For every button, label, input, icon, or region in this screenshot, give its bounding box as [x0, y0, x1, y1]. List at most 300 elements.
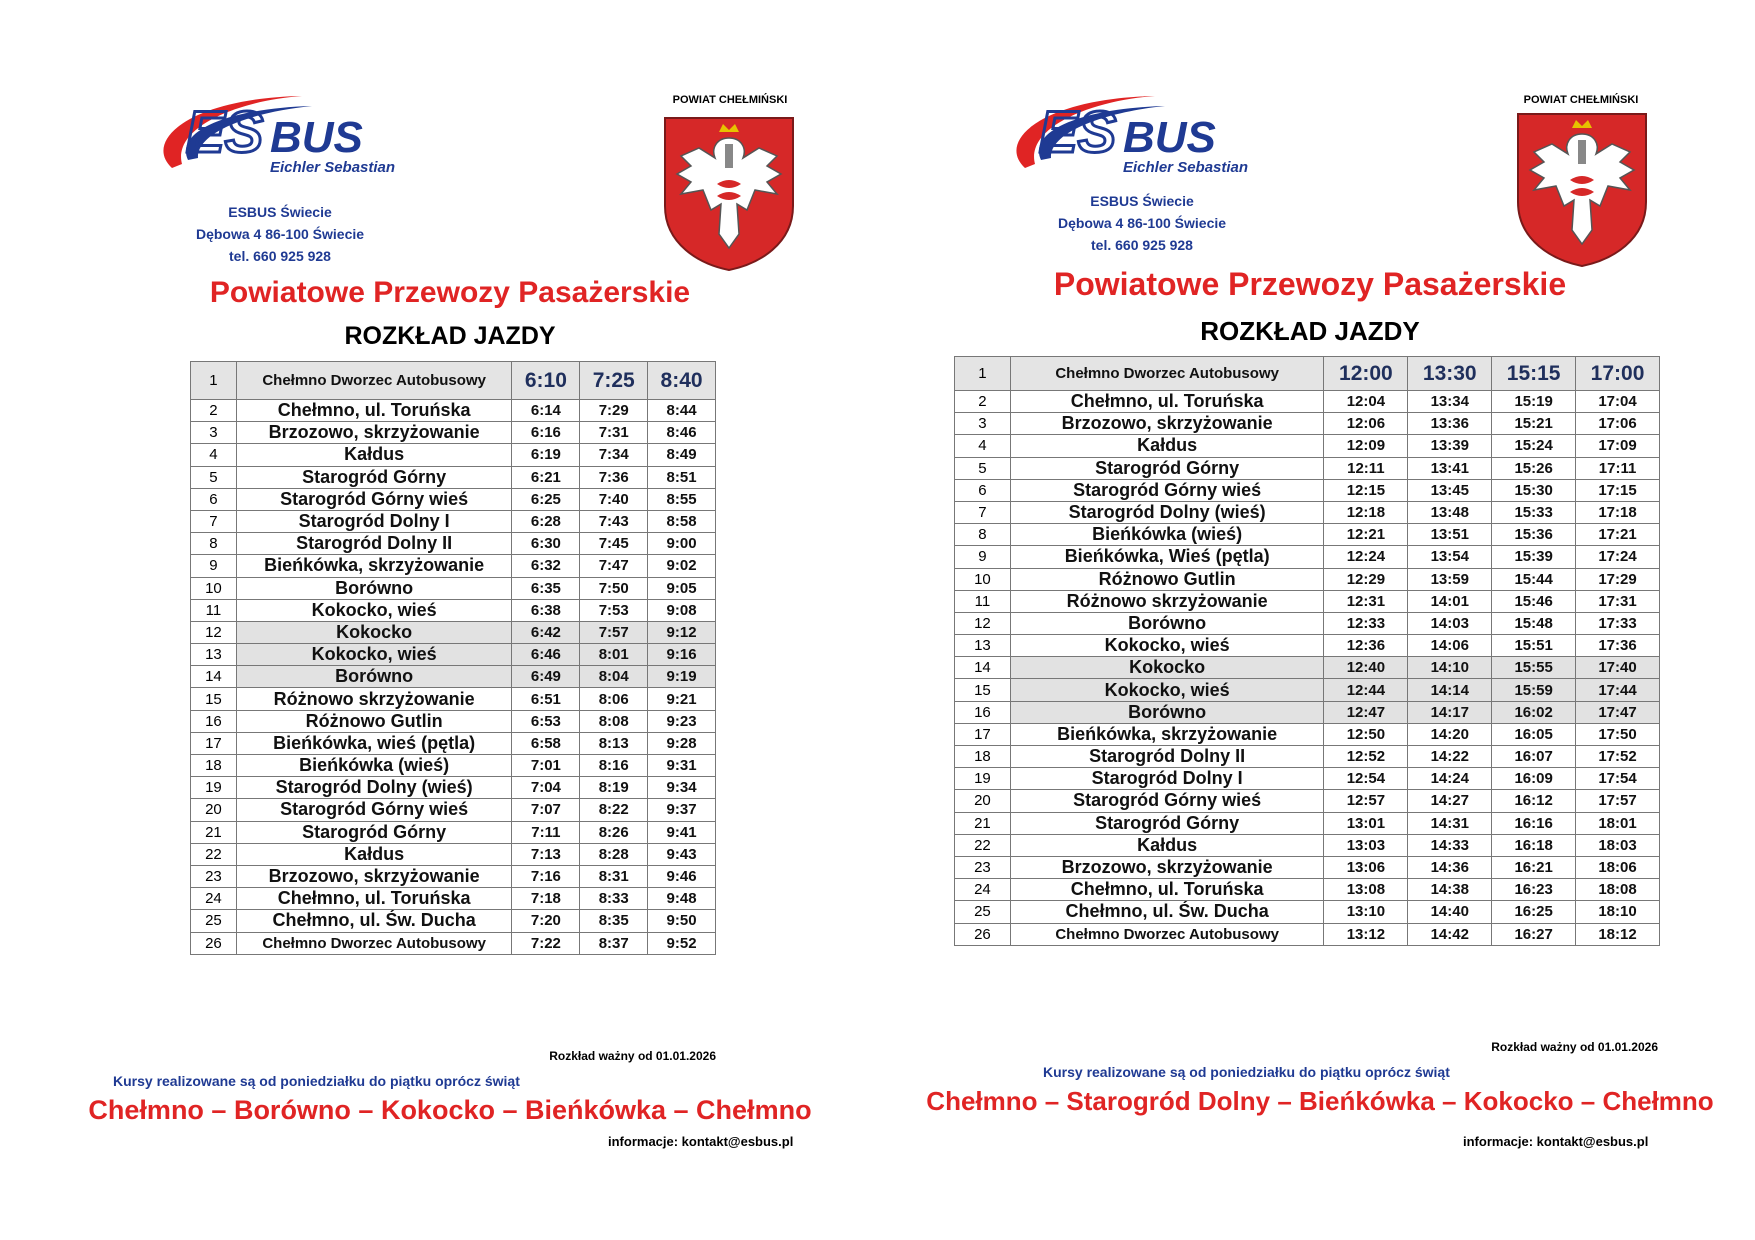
departure-time: 6:10 [512, 362, 580, 400]
stop-name: Chełmno, ul. Toruńska [1010, 879, 1324, 901]
table-row [191, 555, 716, 577]
departure-time: 6:16 [512, 422, 580, 444]
stop-name: Starogród Górny [1010, 812, 1324, 834]
stop-name: Bieńkówka, skrzyżowanie [236, 555, 512, 577]
departure-time: 6:53 [512, 710, 580, 732]
stop-name: Bieńkówka (wieś) [236, 755, 512, 777]
table-row [955, 568, 1660, 590]
departure-time: 15:46 [1492, 590, 1576, 612]
stop-number: 3 [191, 422, 237, 444]
departure-time: 9:12 [648, 621, 716, 643]
departure-time: 17:36 [1576, 635, 1660, 657]
departure-time: 8:46 [648, 422, 716, 444]
departure-time: 6:49 [512, 666, 580, 688]
departure-time: 6:30 [512, 533, 580, 555]
departure-time: 12:29 [1324, 568, 1408, 590]
logo-owner-text: Eichler Sebastian [1123, 159, 1249, 176]
powiat-label: POWIAT CHEŁMIŃSKI [1523, 94, 1639, 106]
stop-name: Starogród Dolny (wieś) [1010, 501, 1324, 523]
table-row [955, 457, 1660, 479]
departure-time: 9:23 [648, 710, 716, 732]
departure-time: 17:24 [1576, 546, 1660, 568]
departure-time: 9:00 [648, 533, 716, 555]
table-row [955, 834, 1660, 856]
table-row [955, 746, 1660, 768]
departure-time: 13:08 [1324, 879, 1408, 901]
stop-name: Brzozowo, skrzyżowanie [236, 422, 512, 444]
departure-time: 12:33 [1324, 612, 1408, 634]
departure-time: 16:07 [1492, 746, 1576, 768]
departure-time: 16:12 [1492, 790, 1576, 812]
departure-time: 6:51 [512, 688, 580, 710]
departure-time: 15:36 [1492, 524, 1576, 546]
stop-number: 5 [191, 466, 237, 488]
departure-time: 8:37 [580, 932, 648, 954]
stop-name: Różnowo skrzyżowanie [1010, 590, 1324, 612]
stop-number: 19 [191, 777, 237, 799]
departure-time: 6:25 [512, 488, 580, 510]
powiat-crest-icon [659, 114, 799, 279]
departure-time: 8:49 [648, 444, 716, 466]
departure-time: 12:15 [1324, 479, 1408, 501]
stop-name: Kałdus [1010, 834, 1324, 856]
stop-number: 17 [191, 732, 237, 754]
departure-time: 6:46 [512, 644, 580, 666]
departure-time: 7:43 [580, 510, 648, 532]
departure-time: 8:28 [580, 843, 648, 865]
departure-time: 15:33 [1492, 501, 1576, 523]
departure-time: 17:06 [1576, 413, 1660, 435]
table-row [191, 644, 716, 666]
departure-time: 12:06 [1324, 413, 1408, 435]
stop-number: 11 [955, 590, 1011, 612]
company-phone: tel. 660 925 928 [229, 248, 331, 264]
stop-name: Kokocko, wieś [1010, 635, 1324, 657]
departure-time: 8:19 [580, 777, 648, 799]
company-info [1037, 190, 1247, 256]
departure-time: 16:21 [1492, 856, 1576, 878]
departure-time: 8:16 [580, 755, 648, 777]
stop-number: 16 [955, 701, 1011, 723]
stop-number: 21 [191, 821, 237, 843]
departure-time: 9:16 [648, 644, 716, 666]
stop-name: Borówno [1010, 612, 1324, 634]
departure-time: 14:03 [1408, 612, 1492, 634]
departure-time: 12:04 [1324, 391, 1408, 413]
departure-time: 6:38 [512, 599, 580, 621]
table-row [955, 812, 1660, 834]
departure-time: 12:52 [1324, 746, 1408, 768]
departure-time: 18:10 [1576, 901, 1660, 923]
company-info [175, 201, 385, 267]
table-row [191, 488, 716, 510]
stop-number: 24 [955, 879, 1011, 901]
departure-time: 17:04 [1576, 391, 1660, 413]
table-row [191, 444, 716, 466]
departure-time: 13:06 [1324, 856, 1408, 878]
stop-number: 6 [191, 488, 237, 510]
logo-bus-text: BUS [1123, 113, 1216, 162]
stop-name: Starogród Dolny I [236, 510, 512, 532]
departure-time: 12:50 [1324, 723, 1408, 745]
stop-name: Chełmno Dworzec Autobusowy [1010, 357, 1324, 391]
departure-time: 18:12 [1576, 923, 1660, 945]
stop-name: Starogród Dolny I [1010, 768, 1324, 790]
stop-name: Różnowo Gutlin [1010, 568, 1324, 590]
table-row [191, 799, 716, 821]
stop-number: 9 [191, 555, 237, 577]
departure-time: 15:26 [1492, 457, 1576, 479]
powiat-label: POWIAT CHEŁMIŃSKI [672, 94, 788, 106]
stop-number: 18 [955, 746, 1011, 768]
esbus-logo [152, 90, 442, 192]
departure-time: 16:09 [1492, 768, 1576, 790]
departure-time: 13:41 [1408, 457, 1492, 479]
stop-name: Kokocko, wieś [236, 599, 512, 621]
stop-name: Chełmno, ul. Św. Ducha [1010, 901, 1324, 923]
departure-time: 7:01 [512, 755, 580, 777]
stop-number: 13 [955, 635, 1011, 657]
stop-number: 12 [955, 612, 1011, 634]
departure-time: 8:08 [580, 710, 648, 732]
departure-time: 7:34 [580, 444, 648, 466]
table-row [955, 657, 1660, 679]
departure-time: 9:21 [648, 688, 716, 710]
departure-time: 12:09 [1324, 435, 1408, 457]
route-description: Chełmno – Borówno – Kokocko – Bieńkówka – Chełmno [88, 1095, 812, 1125]
stop-name: Starogród Dolny II [236, 533, 512, 555]
departure-time: 17:44 [1576, 679, 1660, 701]
company-name: ESBUS Świecie [1090, 193, 1194, 209]
departure-time: 17:33 [1576, 612, 1660, 634]
stop-number: 15 [955, 679, 1011, 701]
departure-time: 18:01 [1576, 812, 1660, 834]
departure-time: 8:06 [580, 688, 648, 710]
stop-name: Kałdus [1010, 435, 1324, 457]
departure-time: 12:44 [1324, 679, 1408, 701]
stop-number: 7 [191, 510, 237, 532]
table-row [955, 357, 1660, 391]
departure-time: 8:55 [648, 488, 716, 510]
stop-number: 8 [191, 533, 237, 555]
departure-time: 13:51 [1408, 524, 1492, 546]
departure-time: 13:10 [1324, 901, 1408, 923]
departure-time: 12:36 [1324, 635, 1408, 657]
stop-name: Różnowo Gutlin [236, 710, 512, 732]
departure-time: 8:35 [580, 910, 648, 932]
departure-time: 12:11 [1324, 457, 1408, 479]
table-row [191, 821, 716, 843]
stop-name: Kokocko, wieś [1010, 679, 1324, 701]
schedule-subtitle: ROZKŁAD JAZDY [344, 322, 556, 350]
departure-time: 7:13 [512, 843, 580, 865]
table-row [955, 679, 1660, 701]
departure-time: 16:27 [1492, 923, 1576, 945]
stop-name: Różnowo skrzyżowanie [236, 688, 512, 710]
departure-time: 9:08 [648, 599, 716, 621]
stop-name: Starogród Górny [1010, 457, 1324, 479]
table-row [955, 701, 1660, 723]
stop-name: Bieńkówka, skrzyżowanie [1010, 723, 1324, 745]
departure-time: 17:52 [1576, 746, 1660, 768]
departure-time: 9:50 [648, 910, 716, 932]
departure-time: 7:18 [512, 888, 580, 910]
stop-number: 2 [955, 391, 1011, 413]
stop-number: 22 [191, 843, 237, 865]
table-row [191, 577, 716, 599]
departure-time: 13:30 [1408, 357, 1492, 391]
departure-time: 13:39 [1408, 435, 1492, 457]
departure-time: 6:32 [512, 555, 580, 577]
departure-time: 18:06 [1576, 856, 1660, 878]
stop-name: Starogród Dolny (wieś) [236, 777, 512, 799]
stop-number: 1 [191, 362, 237, 400]
departure-time: 7:11 [512, 821, 580, 843]
contact-info: informacje: kontakt@esbus.pl [1463, 1134, 1649, 1149]
departure-time: 8:44 [648, 400, 716, 422]
stop-name: Chełmno, ul. Toruńska [236, 888, 512, 910]
stop-number: 13 [191, 644, 237, 666]
departure-time: 9:31 [648, 755, 716, 777]
stop-number: 16 [191, 710, 237, 732]
departure-time: 15:30 [1492, 479, 1576, 501]
departure-time: 7:40 [580, 488, 648, 510]
logo-es-text: ES [1039, 100, 1117, 165]
stop-name: Borówno [236, 666, 512, 688]
stop-number: 25 [191, 910, 237, 932]
stop-name: Brzozowo, skrzyżowanie [1010, 413, 1324, 435]
table-row [955, 524, 1660, 546]
logo-bus-text: BUS [270, 113, 363, 162]
departure-time: 13:12 [1324, 923, 1408, 945]
powiat-crest-icon [1512, 110, 1652, 275]
stop-number: 11 [191, 599, 237, 621]
stop-number: 25 [955, 901, 1011, 923]
table-row [955, 612, 1660, 634]
page-title: Powiatowe Przewozy Pasażerskie [1053, 266, 1567, 302]
table-row [955, 635, 1660, 657]
stop-number: 6 [955, 479, 1011, 501]
departure-time: 9:34 [648, 777, 716, 799]
stop-name: Chełmno, ul. Toruńska [236, 400, 512, 422]
departure-time: 16:23 [1492, 879, 1576, 901]
stop-number: 8 [955, 524, 1011, 546]
stop-name: Chełmno, ul. Św. Ducha [236, 910, 512, 932]
departure-time: 15:19 [1492, 391, 1576, 413]
table-row [191, 510, 716, 532]
stop-number: 23 [955, 856, 1011, 878]
table-row [191, 843, 716, 865]
departure-time: 8:22 [580, 799, 648, 821]
departure-time: 17:21 [1576, 524, 1660, 546]
stop-name: Borówno [236, 577, 512, 599]
stop-number: 4 [955, 435, 1011, 457]
departure-time: 13:03 [1324, 834, 1408, 856]
departure-time: 7:04 [512, 777, 580, 799]
stop-number: 26 [191, 932, 237, 954]
valid-from-note: Rozkład ważny od 01.01.2026 [1491, 1040, 1658, 1054]
departure-time: 14:14 [1408, 679, 1492, 701]
departure-time: 14:01 [1408, 590, 1492, 612]
stop-number: 2 [191, 400, 237, 422]
departure-time: 15:59 [1492, 679, 1576, 701]
departure-time: 17:54 [1576, 768, 1660, 790]
stop-name: Bieńkówka (wieś) [1010, 524, 1324, 546]
stop-name: Starogród Górny wieś [236, 488, 512, 510]
departure-time: 16:02 [1492, 701, 1576, 723]
departure-time: 14:10 [1408, 657, 1492, 679]
departure-time: 17:47 [1576, 701, 1660, 723]
departure-time: 17:40 [1576, 657, 1660, 679]
table-row [191, 755, 716, 777]
stop-number: 20 [191, 799, 237, 821]
departure-time: 17:29 [1576, 568, 1660, 590]
stop-name: Starogród Górny wieś [1010, 790, 1324, 812]
table-row [955, 879, 1660, 901]
stop-number: 17 [955, 723, 1011, 745]
stop-name: Bieńkówka, wieś (pętla) [236, 732, 512, 754]
departure-time: 13:34 [1408, 391, 1492, 413]
stop-name: Starogród Górny [236, 466, 512, 488]
table-row [955, 479, 1660, 501]
table-row [955, 413, 1660, 435]
stop-number: 20 [955, 790, 1011, 812]
stop-name: Kokocko, wieś [236, 644, 512, 666]
departure-time: 14:06 [1408, 635, 1492, 657]
departure-time: 16:18 [1492, 834, 1576, 856]
departure-time: 7:16 [512, 865, 580, 887]
stop-name: Kokocko [1010, 657, 1324, 679]
company-name: ESBUS Świecie [228, 204, 332, 220]
stop-name: Chełmno, ul. Toruńska [1010, 391, 1324, 413]
departure-time: 15:39 [1492, 546, 1576, 568]
departure-time: 13:48 [1408, 501, 1492, 523]
stop-name: Borówno [1010, 701, 1324, 723]
table-row [191, 362, 716, 400]
table-row [191, 732, 716, 754]
table-row [955, 923, 1660, 945]
departure-time: 14:40 [1408, 901, 1492, 923]
departure-time: 12:40 [1324, 657, 1408, 679]
departure-time: 14:24 [1408, 768, 1492, 790]
departure-time: 17:57 [1576, 790, 1660, 812]
operating-days-note: Kursy realizowane są od poniedziałku do piątku oprócz świąt [1043, 1064, 1450, 1080]
stop-number: 24 [191, 888, 237, 910]
departure-time: 9:37 [648, 799, 716, 821]
page-title: Powiatowe Przewozy Pasażerskie [209, 276, 691, 309]
stop-number: 7 [955, 501, 1011, 523]
departure-time: 15:44 [1492, 568, 1576, 590]
departure-time: 14:22 [1408, 746, 1492, 768]
stop-number: 10 [191, 577, 237, 599]
departure-time: 7:50 [580, 577, 648, 599]
departure-time: 14:42 [1408, 923, 1492, 945]
company-address: Dębowa 4 86-100 Świecie [1057, 215, 1227, 231]
departure-time: 9:41 [648, 821, 716, 843]
departure-time: 9:48 [648, 888, 716, 910]
departure-time: 17:15 [1576, 479, 1660, 501]
table-row [191, 533, 716, 555]
table-row [191, 422, 716, 444]
departure-time: 12:57 [1324, 790, 1408, 812]
departure-time: 6:14 [512, 400, 580, 422]
departure-time: 13:01 [1324, 812, 1408, 834]
departure-time: 12:54 [1324, 768, 1408, 790]
table-row [191, 932, 716, 954]
departure-time: 12:24 [1324, 546, 1408, 568]
table-row [191, 865, 716, 887]
departure-time: 12:18 [1324, 501, 1408, 523]
table-row [191, 910, 716, 932]
company-phone: tel. 660 925 928 [1091, 237, 1193, 253]
departure-time: 7:31 [580, 422, 648, 444]
stop-number: 23 [191, 865, 237, 887]
departure-time: 6:35 [512, 577, 580, 599]
departure-time: 13:36 [1408, 413, 1492, 435]
valid-from-note: Rozkład ważny od 01.01.2026 [549, 1049, 716, 1063]
stop-number: 12 [191, 621, 237, 643]
table-row [191, 400, 716, 422]
table-row [191, 621, 716, 643]
departure-time: 6:19 [512, 444, 580, 466]
departure-time: 9:05 [648, 577, 716, 599]
route-description: Chełmno – Starogród Dolny – Bieńkówka – Kokocko – Chełmno [926, 1086, 1714, 1116]
stop-name: Chełmno Dworzec Autobusowy [236, 932, 512, 954]
departure-time: 7:25 [580, 362, 648, 400]
stop-name: Kałdus [236, 843, 512, 865]
departure-time: 17:09 [1576, 435, 1660, 457]
departure-time: 17:11 [1576, 457, 1660, 479]
departure-time: 8:13 [580, 732, 648, 754]
departure-time: 16:16 [1492, 812, 1576, 834]
stop-name: Kałdus [236, 444, 512, 466]
departure-time: 12:47 [1324, 701, 1408, 723]
departure-time: 14:31 [1408, 812, 1492, 834]
departure-time: 13:45 [1408, 479, 1492, 501]
departure-time: 17:50 [1576, 723, 1660, 745]
departure-time: 6:42 [512, 621, 580, 643]
departure-time: 8:33 [580, 888, 648, 910]
departure-time: 8:04 [580, 666, 648, 688]
stop-name: Starogród Dolny II [1010, 746, 1324, 768]
timetable-table [190, 361, 716, 955]
stop-number: 10 [955, 568, 1011, 590]
table-row [955, 435, 1660, 457]
stop-name: Brzozowo, skrzyżowanie [236, 865, 512, 887]
departure-time: 7:47 [580, 555, 648, 577]
departure-time: 8:51 [648, 466, 716, 488]
table-row [191, 466, 716, 488]
stop-number: 3 [955, 413, 1011, 435]
departure-time: 17:18 [1576, 501, 1660, 523]
stop-number: 14 [955, 657, 1011, 679]
departure-time: 15:51 [1492, 635, 1576, 657]
stop-number: 9 [955, 546, 1011, 568]
departure-time: 16:05 [1492, 723, 1576, 745]
stop-number: 26 [955, 923, 1011, 945]
departure-time: 14:17 [1408, 701, 1492, 723]
stop-name: Starogród Górny wieś [236, 799, 512, 821]
departure-time: 16:25 [1492, 901, 1576, 923]
table-row [191, 599, 716, 621]
departure-time: 6:58 [512, 732, 580, 754]
departure-time: 14:36 [1408, 856, 1492, 878]
departure-time: 9:02 [648, 555, 716, 577]
table-row [955, 790, 1660, 812]
stop-number: 21 [955, 812, 1011, 834]
stop-name: Brzozowo, skrzyżowanie [1010, 856, 1324, 878]
table-row [191, 666, 716, 688]
